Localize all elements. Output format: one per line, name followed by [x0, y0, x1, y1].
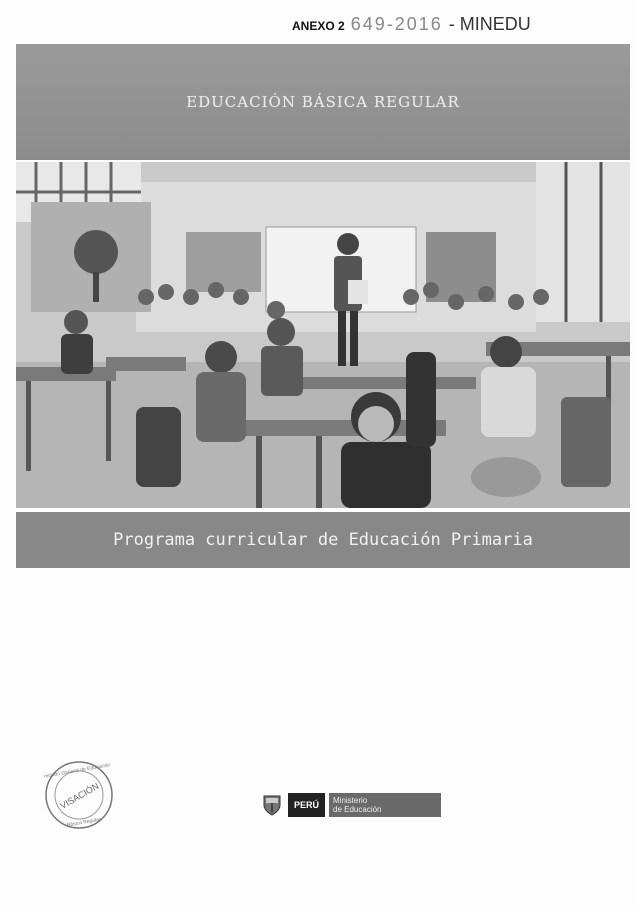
classroom-photo: [16, 162, 630, 508]
document-title: Programa curricular de Educación Primaria: [113, 530, 533, 550]
visacion-stamp: [44, 760, 114, 830]
stamp-seal-icon: [44, 760, 114, 830]
ministry-line-1: Ministerio: [333, 796, 368, 805]
header-band: [16, 44, 630, 160]
annex-header: [292, 14, 531, 35]
classroom-illustration: [16, 162, 630, 508]
annex-suffix: - MINEDU: [448, 14, 531, 34]
ministry-label: [329, 793, 441, 817]
annex-number: 649-2016: [350, 14, 443, 34]
header-title: EDUCACIÓN BÁSICA REGULAR: [186, 93, 460, 111]
peru-label: PERÚ: [288, 793, 325, 817]
document-title-band: [16, 512, 630, 568]
svg-text:Básica Regular: Básica Regular: [66, 816, 102, 829]
svg-text:Dirección General de Educación: Dirección General de Educación: [44, 762, 111, 781]
svg-text:VISACIÓN: VISACIÓN: [58, 780, 101, 811]
ministry-logo: [260, 793, 441, 817]
coat-of-arms-icon: [260, 793, 284, 817]
ministry-line-2: de Educación: [333, 805, 382, 814]
annex-label: ANEXO 2: [292, 19, 345, 33]
